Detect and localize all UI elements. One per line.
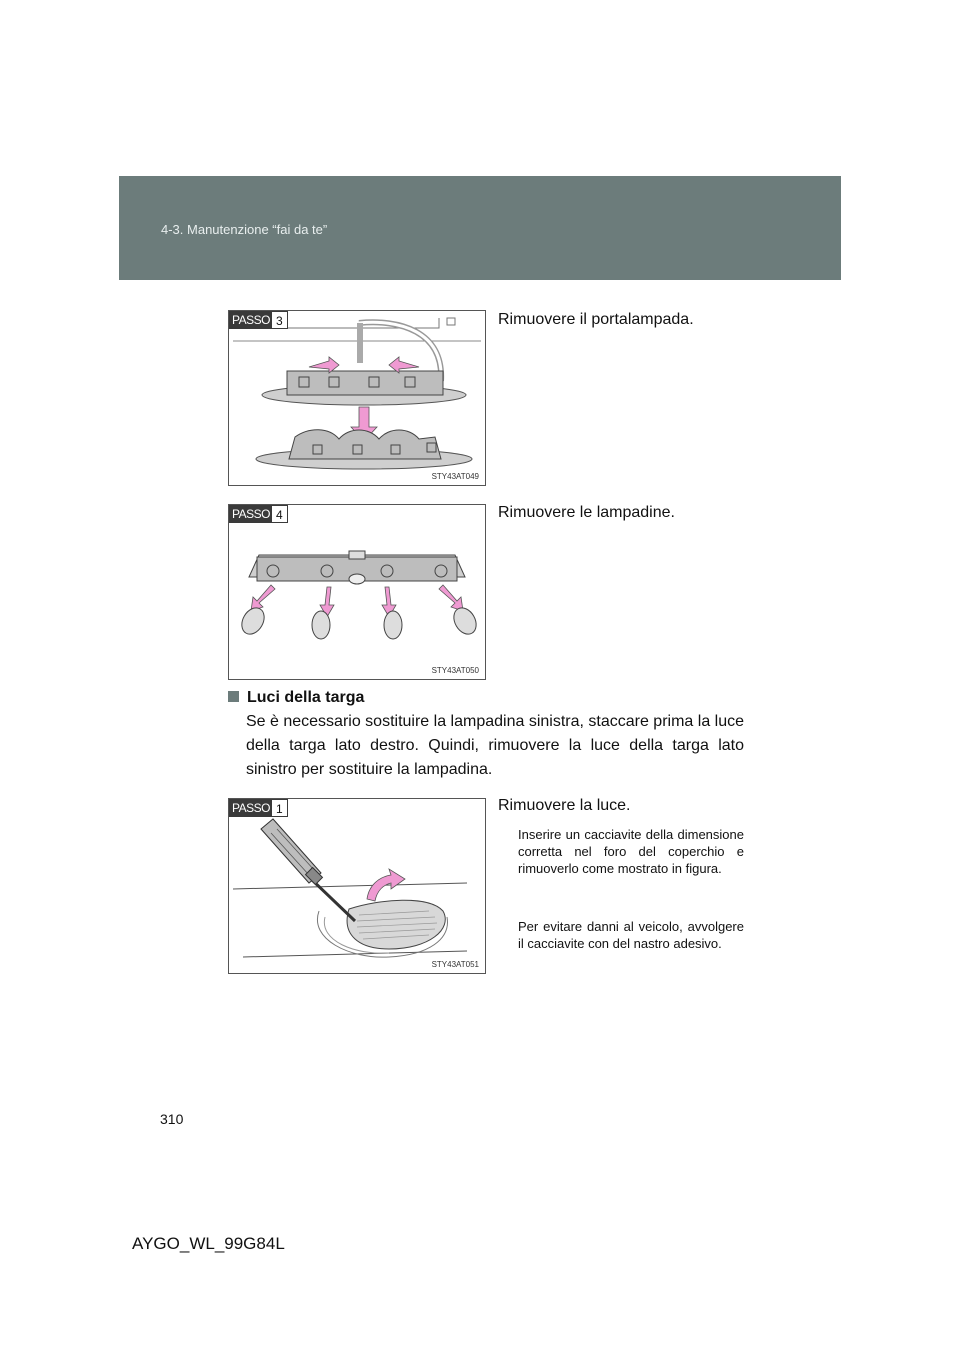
section-heading-text: Luci della targa [247,689,365,706]
step-4-text: Rimuovere le lampadine. [498,504,675,521]
section-header [119,176,841,280]
note-1: Inserire un cacciavite della dimensione corretta nel foro del coperchio e rimuoverlo come mostrato in figura. [518,827,744,876]
square-bullet-icon [228,691,239,702]
figure-code: STY43AT051 [431,960,479,969]
figure-step-1 [228,798,486,974]
section-heading [228,689,364,707]
document-code: AYGO_WL_99G84L [132,1234,285,1253]
step-badge [229,505,288,523]
step-badge-word: PASSO [229,311,272,329]
step-badge-word: PASSO [229,799,272,817]
figure-code: STY43AT049 [431,472,479,481]
note-2: Per evitare danni al veicolo, avvolgere il cacciavite con del nastro adesivo. [518,919,744,951]
step-3-text: Rimuovere il portalampada. [498,311,694,328]
step-1-text: Rimuovere la luce. [498,797,631,814]
figure-step-4 [228,504,486,680]
step-badge-number: 1 [272,799,288,817]
section-paragraph: Se è necessario sostituire la lampadina sinistra, staccare prima la luce della targa lato destro. Quindi, rimuovere la luce della targa lato sinistro per sostituire la lampadina. [246,713,745,778]
figure-code: STY43AT050 [431,666,479,675]
step-badge-number: 4 [272,505,288,523]
step-badge [229,799,288,817]
step-badge-word: PASSO [229,505,272,523]
page-number: 310 [160,1111,184,1127]
bulbs-illustration [229,505,485,679]
figure-step-3 [228,310,486,486]
lamp-holder-illustration [229,311,485,485]
screwdriver-illustration [229,799,485,973]
step-badge [229,311,288,329]
section-header-title: 4-3. Manutenzione “fai da te” [161,222,328,237]
step-badge-number: 3 [272,311,288,329]
